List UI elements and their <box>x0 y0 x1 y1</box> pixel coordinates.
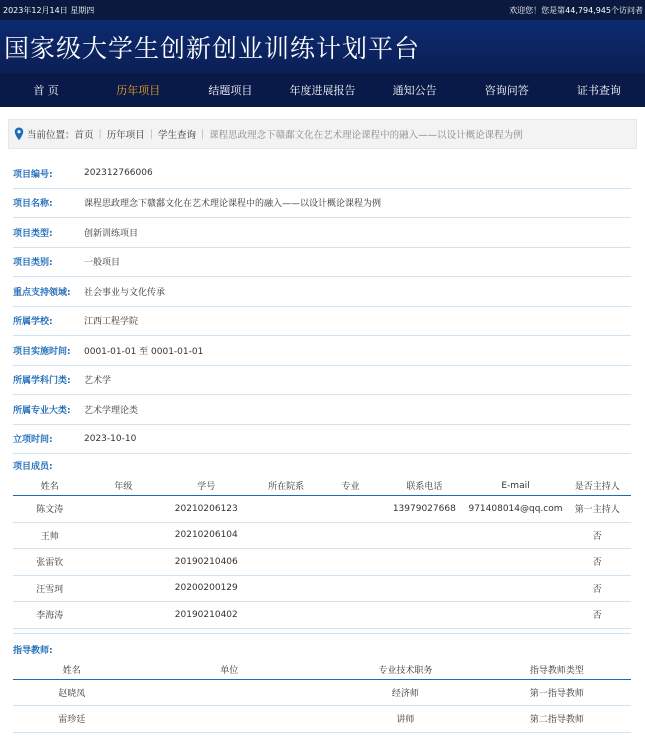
field-value: 2023-10-10 <box>84 433 137 444</box>
top-info-bar <box>0 0 645 20</box>
members-header-row <box>13 476 631 496</box>
field-label: 项目实施时间: <box>13 346 71 357</box>
member-email <box>467 549 563 576</box>
member-department <box>252 575 319 602</box>
breadcrumb-separator: | <box>200 128 205 140</box>
member-email <box>467 522 563 549</box>
column-header: 姓名 <box>13 476 87 496</box>
field-label: 所属学校: <box>13 317 53 328</box>
member-name: 张雷钦 <box>13 549 87 576</box>
advisor-title: 经济师 <box>328 679 483 706</box>
member-student-id: 20210206104 <box>160 522 252 549</box>
column-header: 联系电话 <box>381 476 467 496</box>
advisor-type: 第二指导教师 <box>483 706 631 733</box>
site-header <box>0 20 645 73</box>
nav-annual-report[interactable]: 年度进展报告 <box>289 84 356 97</box>
field-value: 课程思政理念下赣鄱文化在艺术理论课程中的融入——以设计概论课程为例 <box>84 199 382 210</box>
visitor-welcome: 欢迎您！您是第44,794,945个访问者 <box>509 5 643 15</box>
column-header: 单位 <box>130 660 328 680</box>
member-name: 李海涛 <box>13 602 87 629</box>
table-row <box>13 496 631 523</box>
field-label: 项目类型: <box>13 228 53 239</box>
column-header: 专业 <box>320 476 381 496</box>
breadcrumb-home[interactable]: 首页 <box>74 130 94 141</box>
member-grade <box>87 575 161 602</box>
member-email <box>467 602 563 629</box>
advisor-unit <box>130 679 328 706</box>
field-label: 所属学科门类: <box>13 376 71 387</box>
breadcrumb-prefix: 当前位置： <box>27 130 75 141</box>
member-host-status: 否 <box>564 575 631 602</box>
member-student-id: 20190210406 <box>160 549 252 576</box>
member-major <box>320 549 381 576</box>
column-header: 年级 <box>87 476 161 496</box>
member-student-id: 20210206123 <box>160 496 252 523</box>
field-value: 202312766006 <box>84 168 153 179</box>
field-project-category <box>13 248 631 278</box>
table-row <box>13 575 631 602</box>
field-value: 一般项目 <box>84 258 121 269</box>
nav-notices[interactable]: 通知公告 <box>392 84 437 97</box>
site-title: 国家级大学生创新创业训练计划平台 <box>4 33 421 63</box>
member-name: 王帅 <box>13 522 87 549</box>
member-major <box>320 522 381 549</box>
members-label: 项目成员: <box>13 461 53 472</box>
current-date: 2023年12月14日 星期四 <box>3 5 95 15</box>
main-nav <box>0 73 645 107</box>
breadcrumb-separator: | <box>98 128 102 140</box>
advisor-type: 第一指导教师 <box>483 679 631 706</box>
member-department <box>252 602 319 629</box>
column-header: 姓名 <box>13 660 130 680</box>
field-implementation-period <box>13 336 631 366</box>
advisor-name: 赵晓凤 <box>13 679 130 706</box>
column-header: 是否主持人 <box>564 476 631 496</box>
advisor-title: 讲师 <box>328 706 483 733</box>
column-header: 学号 <box>160 476 252 496</box>
table-row <box>13 549 631 576</box>
member-host-status: 第一主持人 <box>564 496 631 523</box>
field-value: 艺术学理论类 <box>84 405 139 416</box>
column-header: 所在院系 <box>252 476 319 496</box>
member-department <box>252 522 319 549</box>
project-detail <box>13 159 631 733</box>
table-row <box>13 706 631 733</box>
field-school <box>13 307 631 337</box>
member-major <box>320 575 381 602</box>
member-host-status: 否 <box>564 549 631 576</box>
table-row <box>13 602 631 629</box>
field-label: 项目编号: <box>13 169 53 180</box>
table-row <box>13 522 631 549</box>
location-pin-icon <box>14 127 24 141</box>
member-host-status: 否 <box>564 522 631 549</box>
member-department <box>252 549 319 576</box>
column-header: E-mail <box>467 476 563 496</box>
field-label: 项目名称: <box>13 199 53 210</box>
member-major <box>320 496 381 523</box>
field-project-name <box>13 189 631 219</box>
field-label: 所属专业大类: <box>13 405 71 416</box>
advisors-header-row <box>13 660 631 680</box>
member-grade <box>87 602 161 629</box>
field-project-number <box>13 159 631 189</box>
members-section <box>13 454 631 634</box>
member-student-id: 20200200129 <box>160 575 252 602</box>
member-department <box>252 496 319 523</box>
field-label: 项目类别: <box>13 258 53 269</box>
members-table <box>13 476 631 629</box>
field-major-category <box>13 395 631 425</box>
column-header: 专业技术职务 <box>328 660 483 680</box>
member-email <box>467 575 563 602</box>
field-value: 创新训练项目 <box>84 228 139 239</box>
advisors-label: 指导教师: <box>13 646 53 656</box>
nav-past-projects[interactable]: 历年项目 <box>116 84 161 97</box>
member-grade <box>87 496 161 523</box>
breadcrumb-student-query[interactable]: 学生查询 <box>157 130 196 141</box>
nav-certificate[interactable]: 证书查询 <box>576 84 621 97</box>
breadcrumb-separator: | <box>149 128 153 140</box>
nav-home[interactable]: 首 页 <box>33 84 59 97</box>
member-name: 汪雪珂 <box>13 575 87 602</box>
field-label: 立项时间: <box>13 435 53 446</box>
advisors-table <box>13 660 631 733</box>
field-label: 重点支持领域: <box>13 287 71 298</box>
member-phone <box>381 602 467 629</box>
field-approval-date <box>13 425 631 455</box>
field-value: 0001-01-01 至 0001-01-01 <box>84 346 204 357</box>
field-value: 社会事业与文化传承 <box>84 287 166 298</box>
nav-qa[interactable]: 咨询问答 <box>484 84 529 97</box>
breadcrumb-current-project: 课程思政理念下赣鄱文化在艺术理论课程中的融入——以设计概论课程为例 <box>209 130 523 141</box>
member-host-status: 否 <box>564 602 631 629</box>
member-name: 陈文涛 <box>13 496 87 523</box>
breadcrumb <box>8 119 637 149</box>
member-grade <box>87 522 161 549</box>
field-value: 艺术学 <box>84 376 112 387</box>
field-support-area <box>13 277 631 307</box>
field-project-type <box>13 218 631 248</box>
column-header: 指导教师类型 <box>483 660 631 680</box>
breadcrumb-past-projects[interactable]: 历年项目 <box>106 130 145 141</box>
member-phone <box>381 522 467 549</box>
table-row <box>13 679 631 706</box>
field-value: 江西工程学院 <box>84 317 139 328</box>
member-major <box>320 602 381 629</box>
advisor-name: 雷珍廷 <box>13 706 130 733</box>
member-phone: 13979027668 <box>381 496 467 523</box>
member-phone <box>381 575 467 602</box>
member-email: 971408014@qq.com <box>467 496 563 523</box>
field-discipline <box>13 366 631 396</box>
member-student-id: 20190210402 <box>160 602 252 629</box>
advisor-unit <box>130 706 328 733</box>
member-phone <box>381 549 467 576</box>
member-grade <box>87 549 161 576</box>
nav-completed-projects[interactable]: 结题项目 <box>208 84 253 97</box>
